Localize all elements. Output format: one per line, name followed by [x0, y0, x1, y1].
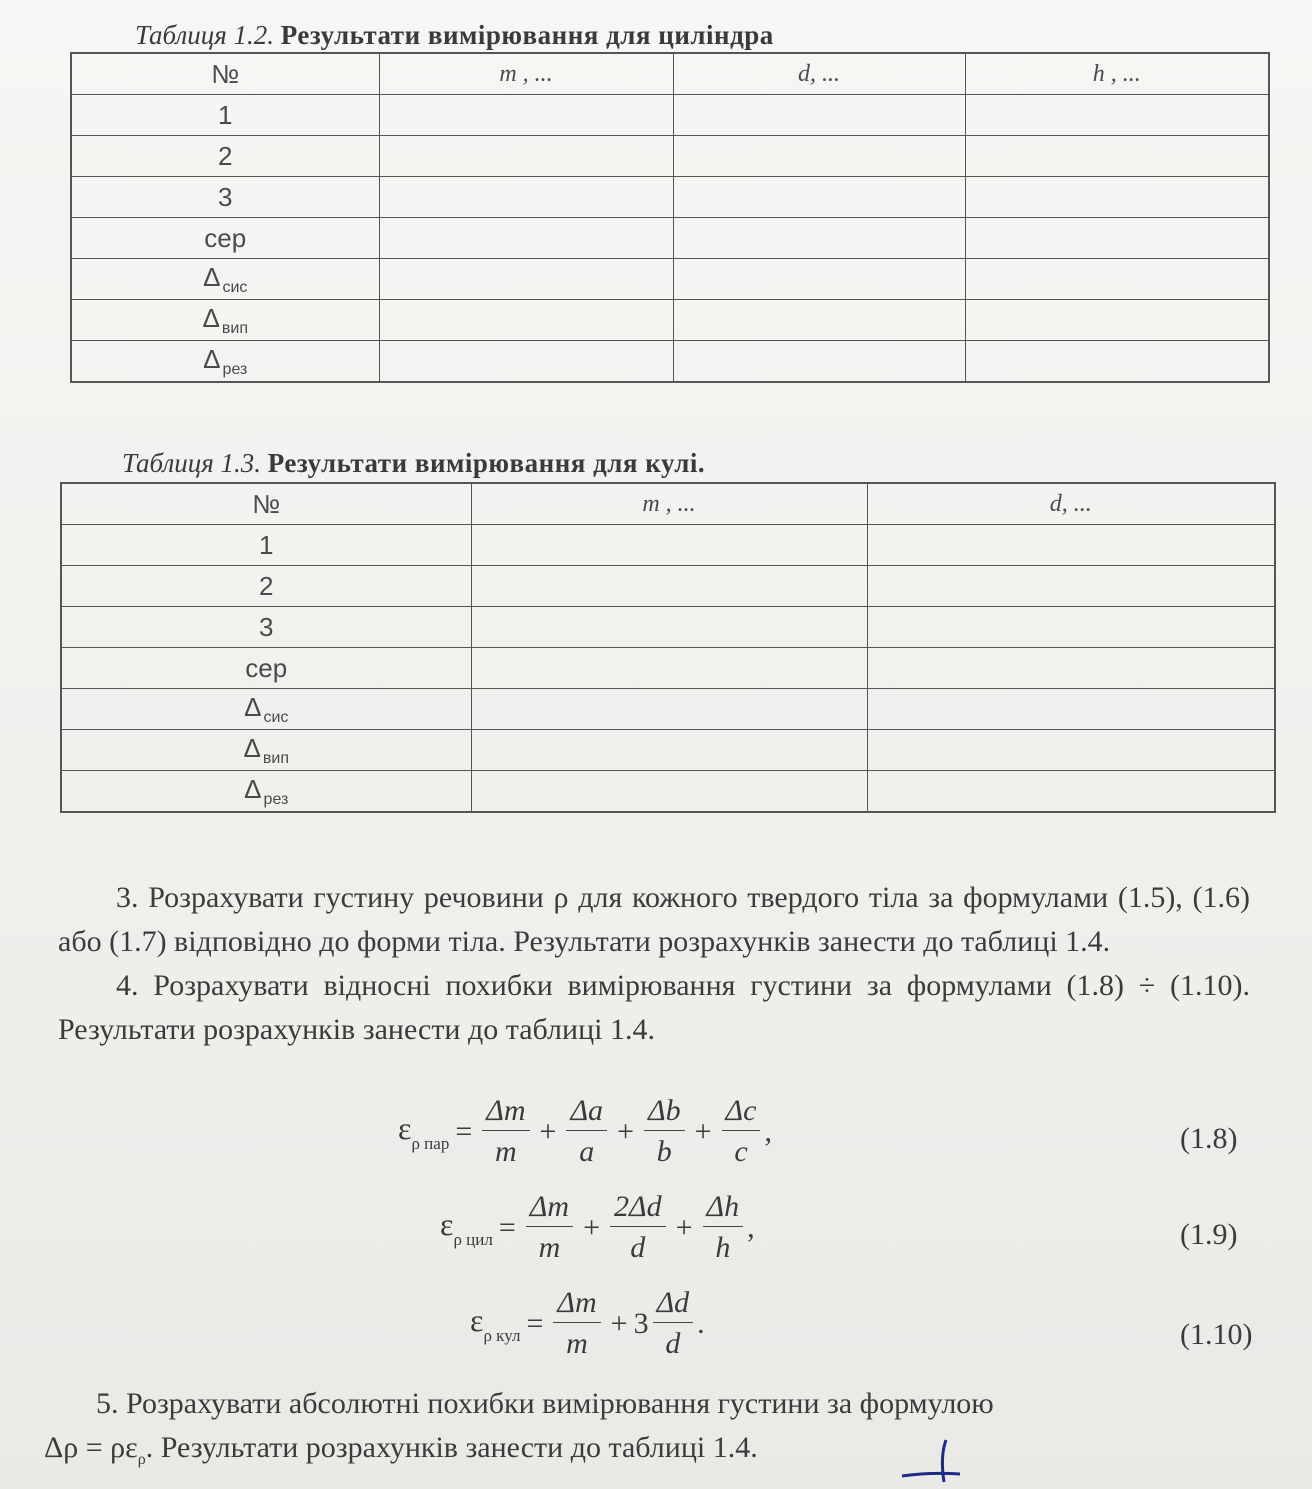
step-5-text-line1: 5. Розрахувати абсолютні похибки вимірювання густини за формулою [96, 1387, 994, 1420]
empty-cell[interactable] [673, 341, 965, 383]
empty-cell[interactable] [379, 341, 673, 383]
table-1-2-caption-title: Результати вимірювання для циліндра [280, 20, 774, 50]
table-1-3-caption-title: Результати вимірювання для кулі. [267, 448, 706, 478]
empty-cell[interactable] [673, 95, 965, 136]
row-label: Δ $_{сис}$ [71, 259, 379, 300]
empty-cell[interactable] [471, 689, 867, 730]
table-1-2 [70, 52, 1270, 383]
row-label: Δ $_{рез}$ [61, 771, 471, 813]
row-label: Δ $_{рез}$ [71, 341, 379, 383]
row-label: 2 [71, 136, 379, 177]
step-4-text: 4. Розрахувати відносні похибки вимірювання густини за формулами (1.8) ÷ (1.10). Результати розрахунків занести до таблиці 1.4. [58, 969, 1250, 1046]
empty-cell[interactable] [867, 648, 1275, 689]
empty-cell[interactable] [965, 177, 1269, 218]
empty-cell[interactable] [379, 218, 673, 259]
table-1-3-caption-number: Таблиця 1.3. [122, 448, 262, 478]
table-1-2-caption [135, 20, 774, 51]
row-label: Δ $_{вип}$ [71, 300, 379, 341]
table-row [71, 95, 1269, 136]
empty-cell[interactable] [379, 136, 673, 177]
row-label: 2 [61, 566, 471, 607]
table-header-cell: h , ... [965, 53, 1269, 95]
table-header-cell: d, ... [673, 53, 965, 95]
empty-cell[interactable] [379, 177, 673, 218]
formula-1-9-number: (1.9) [1180, 1218, 1238, 1251]
empty-cell[interactable] [965, 136, 1269, 177]
table-header-cell: m , ... [379, 53, 673, 95]
epsilon-symbol: $\varepsilon_{\rho пар}$ [398, 1109, 450, 1153]
fraction: $\frac{\Delta h}{h}$ [703, 1190, 744, 1265]
empty-cell[interactable] [965, 300, 1269, 341]
empty-cell[interactable] [965, 341, 1269, 383]
empty-cell[interactable] [471, 525, 867, 566]
formula-1-8-number: (1.8) [1180, 1122, 1238, 1155]
row-label: 1 [61, 525, 471, 566]
empty-cell[interactable] [965, 95, 1269, 136]
empty-cell[interactable] [471, 566, 867, 607]
table-row [71, 218, 1269, 259]
fraction: $\frac{\Delta m}{m}$ [526, 1190, 573, 1265]
empty-cell[interactable] [673, 218, 965, 259]
empty-cell[interactable] [379, 259, 673, 300]
empty-cell[interactable] [867, 525, 1275, 566]
pen-mark-icon [900, 1436, 970, 1486]
step-5-text-line2 [44, 1426, 1256, 1482]
step-5-text-tail: . Результати розрахунків занести до таблиці 1.4. [145, 1431, 758, 1464]
formula-1-10-number: (1.10) [1180, 1318, 1253, 1351]
empty-cell[interactable] [965, 259, 1269, 300]
table-row [71, 300, 1269, 341]
row-label: сер [71, 218, 379, 259]
fraction: $\frac{\Delta c}{c}$ [722, 1094, 761, 1169]
empty-cell[interactable] [965, 218, 1269, 259]
table-row [61, 689, 1275, 730]
empty-cell[interactable] [867, 607, 1275, 648]
empty-cell[interactable] [673, 259, 965, 300]
table-row [61, 525, 1275, 566]
empty-cell[interactable] [379, 300, 673, 341]
table-row [61, 607, 1275, 648]
fraction: $\frac{\Delta d}{d}$ [653, 1286, 694, 1361]
table-1-2-caption-number: Таблиця 1.2. [135, 20, 275, 50]
table-header-row [61, 483, 1275, 525]
empty-cell[interactable] [471, 730, 867, 771]
fraction: $\frac{\Delta b}{b}$ [644, 1094, 685, 1169]
row-label: Δ $_{вип}$ [61, 730, 471, 771]
empty-cell[interactable] [867, 730, 1275, 771]
table-row [61, 648, 1275, 689]
fraction: $\frac{\Delta m}{m}$ [553, 1286, 600, 1361]
fraction: $\frac{2\Delta d}{d}$ [610, 1190, 666, 1265]
table-row [71, 259, 1269, 300]
row-label: 1 [71, 95, 379, 136]
step-3-text: 3. Розрахувати густину речовини ρ для кожного твердого тіла за формулами (1.5), (1.6) або (1.7) відповідно до форми тіла. Результати розрахунків занести до таблиці 1.4. [58, 881, 1250, 958]
empty-cell[interactable] [867, 771, 1275, 813]
table-row [71, 177, 1269, 218]
empty-cell[interactable] [471, 607, 867, 648]
formula-1-10: $\varepsilon_{\rho кул}$ = $\frac{\Delta m}{m}$ + 3 $\frac{\Delta d}{d}$ . [470, 1286, 705, 1360]
empty-cell[interactable] [673, 300, 965, 341]
table-row [61, 566, 1275, 607]
empty-cell[interactable] [471, 771, 867, 813]
row-label: Δ $_{сис}$ [61, 689, 471, 730]
table-header-cell: № [71, 53, 379, 95]
abs-error-formula: Δρ = ρε [44, 1431, 138, 1464]
formula-1-8: $\varepsilon_{\rho пар}$ = $\frac{\Delta m}{m}$ + $\frac{\Delta a}{a}$ + $\frac{\Delta b}{b}$ + $\frac{\Delta c}{c}$ , [398, 1094, 772, 1168]
step-5-block [44, 1382, 1256, 1482]
table-row [61, 771, 1275, 813]
table-row [61, 730, 1275, 771]
fraction: $\frac{\Delta m}{m}$ [482, 1094, 529, 1169]
epsilon-symbol: $\varepsilon_{\rho кул}$ [470, 1301, 521, 1345]
table-1-3-caption [122, 448, 705, 479]
empty-cell[interactable] [673, 136, 965, 177]
fraction: $\frac{\Delta a}{a}$ [566, 1094, 607, 1169]
empty-cell[interactable] [471, 648, 867, 689]
table-header-cell: m , ... [471, 483, 867, 525]
formula-1-9: $\varepsilon_{\rho цил}$ = $\frac{\Delta m}{m}$ + $\frac{2\Delta d}{d}$ + $\frac{\Delta h}{h}$ , [440, 1190, 755, 1264]
empty-cell[interactable] [867, 689, 1275, 730]
empty-cell[interactable] [673, 177, 965, 218]
row-label: 3 [71, 177, 379, 218]
empty-cell[interactable] [379, 95, 673, 136]
table-1-3 [60, 482, 1276, 813]
row-label: сер [61, 648, 471, 689]
table-header-cell: d, ... [867, 483, 1275, 525]
epsilon-symbol: $\varepsilon_{\rho цил}$ [440, 1205, 493, 1249]
instructions-block [58, 876, 1250, 1052]
table-row [71, 341, 1269, 383]
row-label: 3 [61, 607, 471, 648]
empty-cell[interactable] [867, 566, 1275, 607]
abs-error-formula-sub: ρ [137, 1451, 146, 1468]
table-header-row [71, 53, 1269, 95]
table-header-cell: № [61, 483, 471, 525]
table-row [71, 136, 1269, 177]
